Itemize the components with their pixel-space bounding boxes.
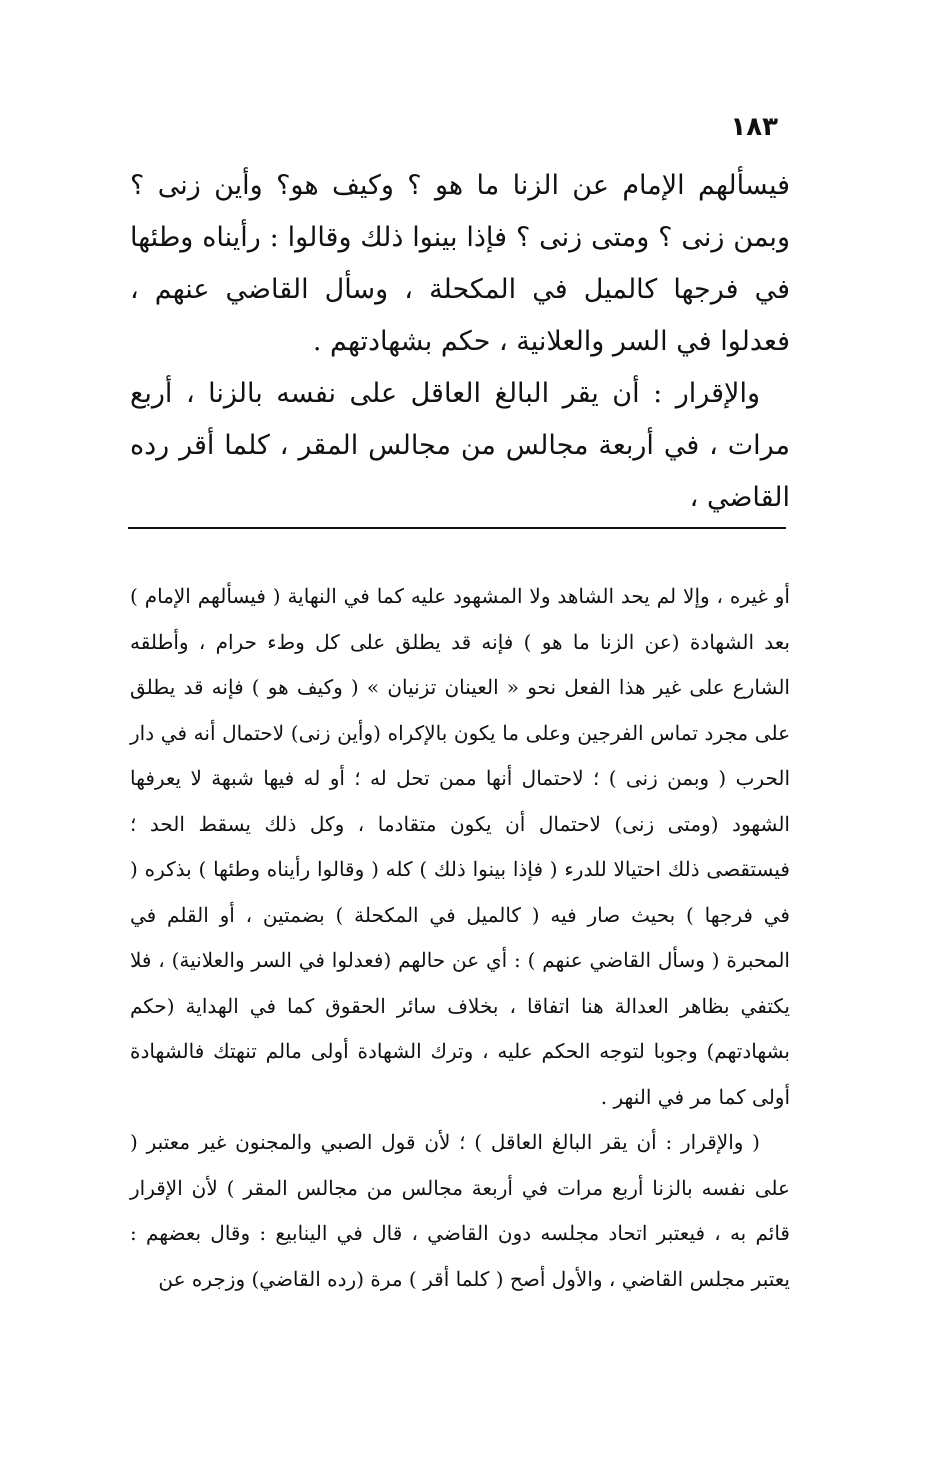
main-text [130, 160, 790, 524]
main-paragraph: فيسألهم الإمام عن الزنا ما هو ؟ وكيف هو؟ وأين زنى ؟ وبمن زنى ؟ ومتى زنى ؟ فإذا بينوا ذلك وقالوا : رأيناه وطئها في فرجها كالميل في المكحلة ، وسأل القاضي عنهم ، فعدلوا في السر والعلانية ، حكم بشهادتهم . [130, 170, 790, 357]
page-number: ١٨٣ [730, 112, 778, 142]
commentary-paragraph: ( والإقرار : أن يقر البالغ العاقل ) ؛ لأن قول الصبي والمجنون غير معتبر ( على نفسه بالزنا أربع مرات في أربعة مجالس من مجالس المقر ) لأن الإقرار قائم به ، فيعتبر اتحاد مجلسه دون القاضي ، قال في الينابيع : وقال بعضهم : يعتبر مجلس القاضي ، والأول أصح ( كلما أقر ) مرة (رده القاضي) وزجره عن [130, 1130, 790, 1291]
commentary-paragraph: أو غيره ، وإلا لم يحد الشاهد ولا المشهود عليه كما في النهاية ( فيسألهم الإمام ) بعد الشهادة (عن الزنا ما هو ) فإنه قد يطلق على كل وطء حرام ، وأطلقه الشارع على غير هذا الفعل نحو « العينان تزنيان » ( وكيف هو ) فإنه قد يطلق على مجرد تماس الفرجين وعلى ما يكون بالإكراه (وأين زنى) لاحتمال أنه في دار الحرب ( وبمن زنى ) ؛ لاحتمال أنها ممن تحل له ؛ أو له فيها شبهة لا يعرفها الشهود (ومتى زنى) لاحتمال أن يكون متقادما ، وكل ذلك يسقط الحد ؛ فيستقصى ذلك احتيالا للدرء ( فإذا بينوا ذلك ) كله ( وقالوا رأيناه وطئها ) بذكره ( في فرجها ) بحيث صار فيه ( كالميل في المكحلة ) بضمتين ، أو القلم في المحبرة ( وسأل القاضي عنهم ) : أي عن حالهم (فعدلوا في السر والعلانية) ، فلا يكتفي بظاهر العدالة هنا اتفاقا ، بخلاف سائر الحقوق كما في الهداية (حكم بشهادتهم) وجوبا لتوجه الحكم عليه ، وترك الشهادة أولى مالم تنهتك فالشهادة أولى كما مر في النهر . [130, 584, 791, 1109]
commentary-text [130, 574, 790, 1302]
main-paragraph: والإقرار : أن يقر البالغ العاقل على نفسه بالزنا ، أربع مرات ، في أربعة مجالس من مجالس المقر ، كلما أقر رده القاضي ، [130, 378, 790, 513]
section-divider [128, 527, 786, 529]
